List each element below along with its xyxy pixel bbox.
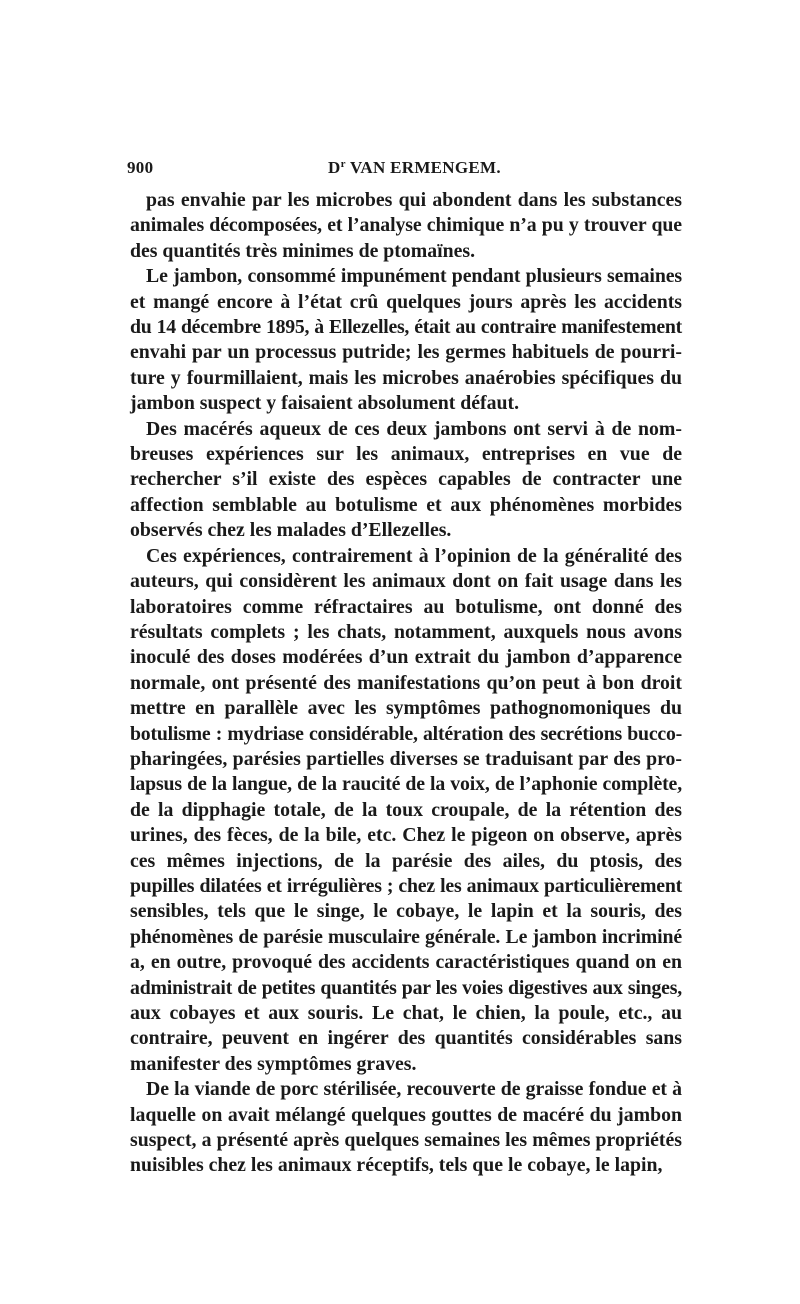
- title-prefix: D: [328, 158, 341, 177]
- title-superscript: r: [340, 158, 346, 170]
- page-number: 900: [127, 158, 154, 177]
- text-line: De la viande de porc stérilisée, recouverte de graisse fondue et à: [146, 1078, 682, 1101]
- text-line: phénomènes de parésie musculaire générale. Le jambon incriminé: [130, 925, 682, 948]
- text-line: inoculé des doses modérées d’un extrait du jambon d’apparence: [130, 646, 682, 669]
- text-line: sensibles, tels que le singe, le cobaye, le lapin et la souris, des: [130, 900, 682, 923]
- text-line: administrait de petites quantités par les voies digestives aux singes,: [130, 976, 682, 999]
- text-line: ces mêmes injections, de la parésie des ailes, du ptosis, des: [130, 849, 682, 872]
- paragraph: [130, 417, 682, 544]
- running-head: [127, 150, 682, 188]
- text-line: de la dipphagie totale, de la toux croupale, de la rétention des: [130, 798, 682, 821]
- text-line: contraire, peuvent en ingérer des quantités considérables sans: [130, 1027, 682, 1050]
- text-line: laquelle on avait mélangé quelques gouttes de macéré du jambon: [130, 1103, 682, 1126]
- paragraph: [130, 544, 682, 1078]
- text-line: manifester des symptômes graves.: [130, 1052, 417, 1075]
- text-line: Des macérés aqueux de ces deux jambons ont servi à de nom-: [146, 417, 682, 440]
- text-line: lapsus de la langue, de la raucité de la voix, de l’aphonie complète,: [130, 773, 682, 796]
- text-line: nuisibles chez les animaux réceptifs, tels que le cobaye, le lapin,: [130, 1154, 663, 1177]
- text-line: animales décomposées, et l’analyse chimique n’a pu y trouver que: [130, 214, 682, 237]
- text-line: rechercher s’il existe des espèces capables de contracter une: [130, 468, 682, 491]
- text-line: jambon suspect y faisaient absolument défaut.: [130, 392, 520, 415]
- title-rest: VAN ERMENGEM.: [345, 158, 501, 177]
- text-line: botulisme : mydriase considérable, altération des secrétions bucco-: [130, 722, 682, 745]
- text-line: suspect, a présenté après quelques semaines les mêmes propriétés: [130, 1129, 682, 1152]
- text-line: a, en outre, provoqué des accidents caractéristiques quand on en: [130, 951, 682, 974]
- text-line: du 14 décembre 1895, à Ellezelles, était au contraire manifestement: [130, 316, 682, 339]
- text-line: mettre en parallèle avec les symptômes pathognomoniques du: [130, 697, 682, 720]
- text-line: envahi par un processus putride; les germes habituels de pourri-: [130, 341, 682, 364]
- text-line: Le jambon, consommé impunément pendant plusieurs semaines: [146, 265, 682, 288]
- text-line: laboratoires comme réfractaires au botulisme, ont donné des: [130, 595, 682, 618]
- paragraph: [130, 264, 682, 416]
- text-line: pharingées, parésies partielles diverses se traduisant par des pro-: [130, 747, 682, 770]
- text-line: aux cobayes et aux souris. Le chat, le chien, la poule, etc., au: [130, 1002, 682, 1024]
- text-line: auteurs, qui considèrent les animaux dont on fait usage dans les: [130, 570, 682, 593]
- text-line: Ces expériences, contrairement à l’opinion de la généralité des: [146, 544, 682, 567]
- running-title: [328, 158, 501, 178]
- text-line: et mangé encore à l’état crû quelques jours après les accidents: [130, 290, 682, 313]
- text-line: résultats complets ; les chats, notamment, auxquels nous avons: [130, 620, 682, 643]
- text-line: observés chez les malades d’Ellezelles.: [130, 519, 452, 542]
- paragraph: [130, 1077, 682, 1179]
- body-text: [130, 188, 682, 1179]
- book-page: [127, 150, 682, 1179]
- text-line: affection semblable au botulisme et aux phénomènes morbides: [130, 493, 682, 516]
- text-line: pupilles dilatées et irrégulières ; chez les animaux particulièrement: [130, 874, 682, 897]
- text-line: normale, ont présenté des manifestations qu’on peut à bon droit: [130, 671, 682, 694]
- paragraph: [130, 188, 682, 264]
- text-line: des quantités très minimes de ptomaïnes.: [130, 239, 476, 262]
- text-line: ture y fourmillaient, mais les microbes anaérobies spécifiques du: [130, 366, 682, 389]
- text-line: urines, des fèces, de la bile, etc. Chez le pigeon on observe, après: [130, 824, 682, 847]
- text-line: pas envahie par les microbes qui abondent dans les substances: [146, 189, 682, 211]
- text-line: breuses expériences sur les animaux, entreprises en vue de: [130, 443, 682, 466]
